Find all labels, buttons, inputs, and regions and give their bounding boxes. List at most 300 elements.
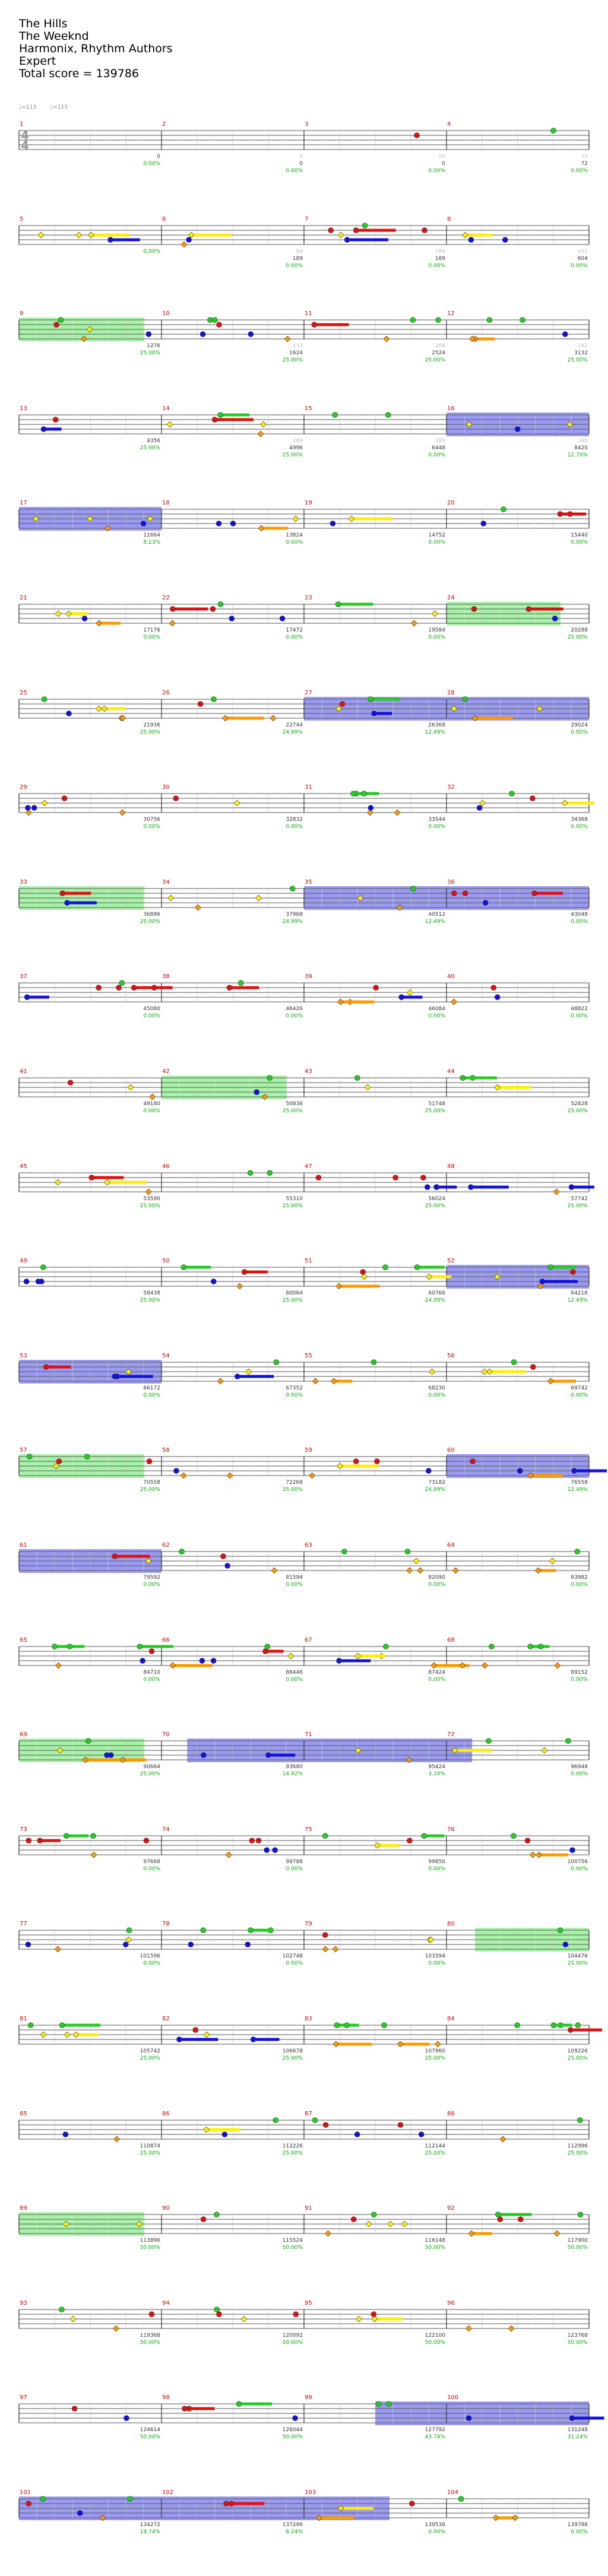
cumulative-score: 112996: [567, 2143, 588, 2149]
note-gem: [218, 412, 223, 417]
measure-number: 39: [305, 973, 312, 981]
measure-score: [386, 722, 445, 736]
cumulative-score: 30756: [143, 817, 160, 823]
note-gem: [470, 1459, 476, 1464]
measure-score: [243, 1100, 303, 1115]
note-gem: [435, 2041, 441, 2047]
note-gem: [262, 1648, 268, 1654]
measure-score: [243, 1005, 303, 1020]
measure-score: [101, 2237, 160, 2251]
charter-name: Harmonix, Rhythm Authors: [19, 42, 173, 55]
staff-svg: [0, 403, 608, 468]
note-gem: [422, 227, 427, 233]
note-gem: [425, 1184, 430, 1189]
sustain-tail: [572, 2417, 604, 2420]
staff-system: [0, 1824, 608, 1913]
staff-system: [0, 1729, 608, 1818]
note-gem: [532, 890, 537, 896]
sustain-tail: [191, 233, 232, 236]
note-gem: [570, 1270, 575, 1275]
sustain-tail: [574, 1470, 607, 1473]
star-power-percent: 25.00%: [282, 357, 303, 364]
cumulative-score: 102748: [282, 1953, 303, 1960]
note-gem: [462, 232, 468, 238]
star-power-percent: 0.00%: [428, 1013, 445, 1020]
note-gem: [332, 1946, 338, 1952]
measure-number: 94: [162, 2299, 170, 2307]
sustain-tail: [107, 1181, 147, 1184]
measure-score: [528, 437, 588, 459]
staff-system: [0, 119, 608, 208]
note-gem: [338, 232, 344, 238]
note-gem: [376, 2401, 381, 2407]
measure-score: [386, 816, 445, 830]
measure-number: 61: [20, 1542, 27, 1549]
measure-score: [243, 532, 303, 546]
cumulative-score: 43048: [571, 911, 588, 918]
note-gem: [422, 1833, 427, 1838]
measure-score: [386, 627, 445, 641]
sustain-tail: [232, 2502, 264, 2505]
cumulative-score: 17176: [143, 627, 160, 633]
measure-score: [101, 1385, 160, 1399]
measure-number: 85: [20, 2110, 27, 2117]
sustain-tail: [245, 1271, 268, 1274]
measure-score: [386, 437, 445, 459]
star-power-percent: 25.00%: [425, 1108, 445, 1114]
note-gem: [214, 2212, 219, 2217]
note-gem: [487, 318, 492, 323]
cumulative-score: 112144: [425, 2143, 445, 2149]
measure-number: 31: [305, 784, 312, 791]
measure-note-score: 50: [438, 154, 445, 160]
note-gem: [72, 2406, 77, 2412]
note-gem: [341, 1549, 347, 1555]
note-gem: [491, 985, 496, 991]
staff-svg: [0, 687, 608, 753]
sustain-tail: [417, 1266, 445, 1269]
measure-number: 15: [305, 405, 312, 412]
measure-score: [243, 2048, 303, 2062]
measure-score: [243, 1669, 303, 1683]
sustain-tail: [46, 1365, 71, 1368]
measure-score: [528, 1195, 588, 1210]
cumulative-score: 13824: [286, 532, 303, 539]
star-power-percent: 14.92%: [282, 1771, 303, 1778]
staff-svg: [0, 1066, 608, 1131]
note-gem: [28, 2023, 33, 2028]
note-gem: [116, 985, 122, 991]
note-gem: [149, 2311, 154, 2317]
measure-number: 97: [20, 2394, 27, 2401]
note-gem: [547, 1378, 553, 1384]
measure-score: [243, 1479, 303, 1493]
note-gem: [458, 2496, 464, 2502]
measure-score: [386, 1953, 445, 1967]
note-gem: [124, 2416, 129, 2421]
note-gem: [265, 1753, 271, 1758]
note-gem: [577, 2117, 582, 2123]
note-gem: [399, 995, 404, 1000]
note-gem: [38, 232, 44, 238]
note-gem: [325, 2231, 331, 2236]
star-power-percent: 0.00%: [143, 1013, 160, 1020]
measure-score: [243, 816, 303, 830]
measure-score: [528, 248, 588, 269]
star-power-percent: 25.00%: [282, 2055, 303, 2061]
measure-score: [528, 2426, 588, 2441]
cumulative-score: 82090: [428, 1575, 445, 1581]
measure-note-score: 289: [435, 437, 445, 444]
note-gem: [414, 1265, 420, 1270]
note-gem: [578, 2212, 583, 2217]
cumulative-score: 64216: [571, 1290, 588, 1297]
cumulative-score: 113896: [140, 2238, 160, 2244]
measure-score: [101, 2143, 160, 2157]
cumulative-score: 0: [299, 161, 303, 167]
sustain-tail: [550, 1266, 577, 1269]
sustain-tail: [251, 1929, 274, 1932]
sustain-tail: [565, 802, 594, 805]
note-gem: [368, 805, 373, 811]
cumulative-score: 117900: [567, 2238, 588, 2244]
measure-note-score: 208: [435, 343, 445, 350]
sustain-tail: [436, 1185, 457, 1188]
cumulative-score: 46426: [286, 1006, 303, 1013]
note-gem: [570, 1847, 575, 1852]
sustain-tail: [560, 513, 586, 516]
measure-score: [528, 1669, 588, 1683]
staff-system: [0, 592, 608, 681]
measure-number: 7: [305, 215, 309, 223]
cumulative-score: 11664: [143, 532, 160, 539]
cumulative-score: 107960: [425, 2048, 445, 2054]
star-power-percent: 0.00%: [428, 2529, 445, 2535]
sustain-tail: [531, 1474, 563, 1477]
cumulative-score: 29024: [571, 722, 588, 728]
measure-note-score: 233: [292, 343, 303, 350]
staff-system: [0, 687, 608, 776]
cumulative-score: 109226: [567, 2048, 588, 2054]
note-gem: [500, 2136, 506, 2142]
cumulative-score: 189: [292, 255, 303, 262]
cumulative-score: 103594: [425, 1953, 445, 1960]
measure-score: [386, 1195, 445, 1210]
star-power-percent: 8.23%: [143, 540, 160, 546]
sustain-tail: [220, 413, 249, 416]
note-gem: [340, 701, 345, 706]
staff-svg: [0, 592, 608, 658]
star-power-percent: 0.00%: [143, 1676, 160, 1683]
note-gem: [371, 2311, 376, 2317]
note-gem: [373, 985, 379, 991]
cumulative-score: 8420: [574, 445, 588, 451]
measure-number: 32: [447, 784, 455, 791]
measure-score: [243, 1953, 303, 1967]
note-gem: [426, 1468, 431, 1474]
note-gem: [420, 1175, 426, 1180]
cumulative-score: 119368: [140, 2332, 160, 2339]
note-gem: [258, 431, 264, 437]
sustain-tail: [115, 1555, 150, 1558]
sustain-tail: [62, 892, 91, 894]
note-gem: [26, 1838, 31, 1843]
note-gem: [200, 1658, 205, 1663]
sustain-tail: [338, 603, 373, 606]
note-gem: [385, 412, 391, 417]
measure-score: [528, 1763, 588, 1778]
measure-number: 8: [447, 215, 451, 223]
cumulative-score: 0: [157, 154, 160, 160]
note-gem: [571, 1468, 577, 1474]
note-gem: [119, 810, 125, 816]
cumulative-score: 6448: [432, 445, 445, 451]
note-gem: [203, 2127, 209, 2133]
sustain-tail: [475, 716, 513, 719]
note-gem: [530, 796, 535, 801]
staff-system: [0, 308, 608, 397]
note-gem: [332, 412, 338, 417]
cumulative-score: 50836: [286, 1101, 303, 1107]
cumulative-score: 49180: [143, 1101, 160, 1107]
measure-score: [101, 2426, 160, 2441]
star-power-percent: 24.99%: [282, 918, 303, 925]
note-gem: [372, 710, 377, 716]
cumulative-score: 134272: [140, 2522, 160, 2528]
measure-number: 58: [162, 1447, 170, 1454]
measure-number: 88: [447, 2110, 455, 2117]
sustain-tail: [179, 2038, 218, 2041]
sustain-tail: [340, 1465, 378, 1468]
star-power-percent: 25.00%: [282, 452, 303, 458]
measure-number: 1: [20, 121, 24, 128]
note-gem: [270, 715, 276, 721]
measure-number: 98: [162, 2394, 170, 2401]
note-gem: [515, 426, 520, 432]
measure-score: [243, 1385, 303, 1399]
sustain-tail: [572, 1185, 594, 1188]
measure-score: [386, 1290, 445, 1304]
cumulative-score: 37968: [286, 911, 303, 918]
note-gem: [482, 1369, 487, 1375]
note-gem: [486, 1739, 491, 1744]
note-gem: [337, 1463, 343, 1469]
note-gem: [236, 2401, 242, 2407]
note-gem: [426, 1274, 432, 1280]
note-gem: [407, 989, 413, 995]
note-gem: [170, 1663, 176, 1668]
cumulative-score: 20288: [571, 627, 588, 633]
note-gem: [76, 232, 82, 238]
note-gem: [551, 2023, 556, 2028]
star-power-percent: 0.00%: [143, 1392, 160, 1398]
note-gem: [354, 1076, 360, 1081]
note-gem: [151, 985, 157, 991]
measure-number: 104: [447, 2489, 459, 2496]
cumulative-score: 58438: [143, 1290, 160, 1297]
note-gem: [245, 1942, 251, 1947]
note-gem: [271, 1568, 277, 1573]
sustain-tail: [358, 1654, 386, 1657]
star-power-percent: 25.00%: [425, 2055, 445, 2061]
measure-score: [386, 1005, 445, 1020]
star-power-percent: 25.00%: [425, 2150, 445, 2156]
note-gem: [528, 1644, 533, 1649]
sustain-tail: [314, 323, 349, 326]
measure-score: [101, 1763, 160, 1778]
cumulative-score: 48822: [571, 1006, 588, 1013]
measure-number: 12: [447, 310, 455, 318]
cumulative-score: 40512: [428, 911, 445, 918]
note-gem: [330, 521, 335, 526]
note-gem: [309, 1473, 315, 1479]
cumulative-score: 76558: [571, 1480, 588, 1486]
note-gem: [565, 1739, 571, 1744]
note-gem: [337, 999, 343, 1005]
star-power-percent: 0.00%: [571, 1771, 588, 1778]
cumulative-score: 0: [442, 161, 445, 167]
note-gem: [91, 1852, 97, 1858]
measure-score: [386, 1858, 445, 1873]
sustain-tail: [40, 1839, 61, 1842]
measure-score: [101, 816, 160, 830]
measure-score: [386, 248, 445, 269]
note-gem: [381, 2023, 387, 2028]
cumulative-score: 22744: [286, 722, 303, 728]
note-gem: [434, 1184, 439, 1189]
measure-score: [101, 1479, 160, 1493]
note-gem: [68, 1080, 73, 1086]
note-gem: [42, 800, 48, 806]
note-gem: [264, 1847, 270, 1852]
measure-score: [243, 2521, 303, 2536]
measure-number: 9: [20, 310, 24, 318]
measure-score: [101, 2521, 160, 2536]
star-power-percent: 0.00%: [143, 635, 160, 640]
measure-number: 37: [20, 973, 27, 981]
measure-note-score: 346: [577, 437, 588, 444]
star-power-percent: 50.00%: [282, 2434, 303, 2441]
cumulative-score: 131248: [567, 2427, 588, 2434]
note-gem: [365, 1084, 370, 1090]
measure-number: 38: [162, 973, 170, 981]
star-power-percent: 0.00%: [143, 824, 160, 830]
note-gem: [553, 1189, 559, 1195]
cumulative-score: 104476: [567, 1953, 588, 1960]
note-gem: [210, 607, 216, 612]
star-power-percent: 0.00%: [428, 168, 445, 174]
measure-score: [528, 153, 588, 175]
measure-number: 42: [162, 1068, 170, 1075]
measure-score: [528, 342, 588, 364]
note-gem: [432, 611, 438, 617]
measure-number: 41: [20, 1068, 27, 1075]
star-power-percent: 25.00%: [567, 1960, 588, 1967]
note-gem: [530, 1364, 536, 1369]
measure-number: 5: [20, 215, 24, 223]
note-gem: [114, 2136, 120, 2142]
measure-number: 30: [162, 784, 170, 791]
total-score: Total score = 139786: [19, 67, 139, 80]
cumulative-score: 139786: [567, 2522, 588, 2528]
star-power-percent: 12.49%: [425, 918, 445, 925]
star-power-percent: 0.00%: [286, 540, 303, 546]
star-power-percent: 0.00%: [286, 1676, 303, 1683]
measure-number: 59: [305, 1447, 312, 1454]
note-gem: [229, 2501, 234, 2507]
note-gem: [53, 417, 58, 422]
measure-number: 18: [162, 500, 170, 507]
cumulative-score: 83982: [571, 1575, 588, 1581]
star-power-percent: 0.00%: [571, 1013, 588, 1020]
cumulative-score: 96948: [571, 1764, 588, 1771]
measure-number: 63: [305, 1542, 312, 1549]
star-power-percent: 0.00%: [286, 1866, 303, 1872]
staff-svg: [0, 1445, 608, 1510]
sustain-tail: [229, 986, 259, 989]
star-power-percent: 0.00%: [571, 824, 588, 830]
cumulative-score: 57742: [571, 1195, 588, 1202]
note-gem: [354, 2131, 360, 2137]
note-gem: [481, 521, 486, 526]
measure-score: [386, 1574, 445, 1588]
measure-number: 28: [447, 689, 455, 696]
note-gem: [182, 2406, 187, 2412]
note-gem: [222, 2131, 227, 2137]
note-gem: [173, 1468, 179, 1474]
note-gem: [112, 1373, 118, 1379]
measure-score: [243, 342, 303, 364]
note-gem: [312, 322, 317, 328]
note-gem: [502, 237, 508, 242]
star-power-percent: 0.00%: [428, 635, 445, 640]
note-gem: [26, 1942, 31, 1947]
sustain-tail: [498, 2213, 532, 2216]
measure-number: 34: [162, 878, 170, 886]
note-gem: [211, 696, 216, 702]
note-gem: [59, 2307, 64, 2312]
measure-score: [528, 722, 588, 736]
note-gem: [417, 1568, 423, 1573]
measure-number: 92: [447, 2205, 455, 2212]
star-power-percent: 0.00%: [428, 824, 445, 830]
measure-note-score: 289: [292, 437, 303, 444]
note-gem: [435, 318, 441, 323]
song-title: The Hills: [19, 17, 68, 30]
staff-svg: [0, 971, 608, 1036]
note-gem: [323, 2122, 328, 2127]
note-gem: [429, 1369, 435, 1375]
star-power-percent: 0.00%: [571, 918, 588, 925]
note-gem: [331, 1378, 337, 1384]
measure-score: [386, 2426, 445, 2441]
staff-system: [0, 2108, 608, 2197]
star-power-percent: 6.24%: [286, 2529, 303, 2535]
note-gem: [316, 1175, 321, 1180]
cumulative-score: 17472: [286, 627, 303, 633]
cumulative-score: 97668: [143, 1858, 160, 1865]
staff-svg: [0, 782, 608, 847]
measure-score: [386, 1100, 445, 1115]
note-gem: [96, 985, 102, 991]
note-gem: [312, 2117, 318, 2123]
measure-number: 102: [162, 2489, 174, 2496]
measure-score: [528, 911, 588, 925]
sustain-tail: [339, 1285, 380, 1288]
note-gem: [146, 332, 151, 337]
cumulative-score: 68230: [428, 1385, 445, 1391]
measure-score: [386, 2143, 445, 2157]
